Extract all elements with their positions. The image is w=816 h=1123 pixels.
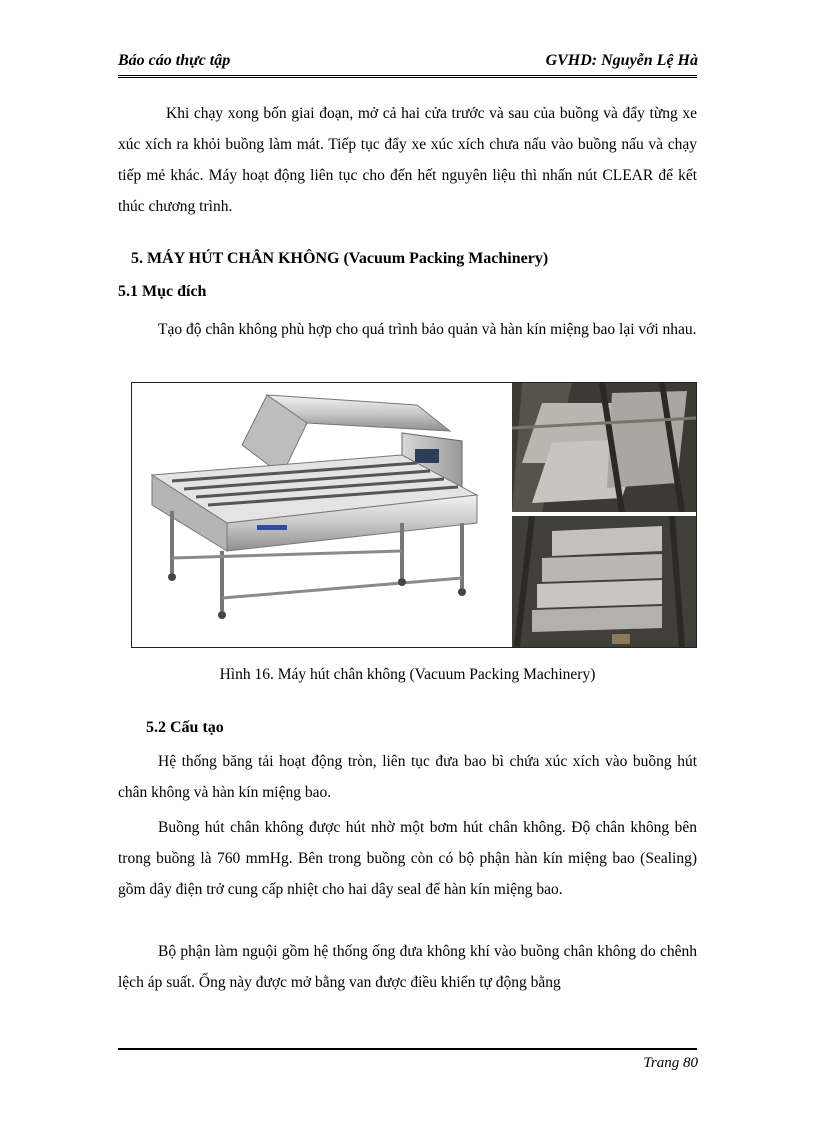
- structure-paragraph-1: Hệ thống băng tải hoạt động tròn, liên tục đưa bao bì chứa xúc xích vào buồng hút chân không và hàn kín miệng bao.: [118, 753, 697, 801]
- structure-paragraph-3: Bộ phận làm nguội gồm hệ thống ống đưa không khí vào buồng chân không do chênh lệch áp suất. Ống này được mở bằng van được điều khiển tự động bằng: [118, 943, 697, 991]
- figure-16: [131, 382, 697, 648]
- purpose-paragraph: Tạo độ chân không phù hợp cho quá trình bảo quản và hàn kín miệng bao lại với nhau.: [158, 321, 697, 338]
- subsection-heading-purpose: 5.1 Mục đích: [118, 283, 207, 300]
- structure-paragraph-2: Buồng hút chân không được hút nhờ một bơm hút chân không. Độ chân không bên trong buồng là 760 mmHg. Bên trong buồng còn có bộ phận hàn kín miệng bao (Sealing) gồm dây điện trở cung cấp nhiệt cho hai dây seal để hàn kín miệng bao.: [118, 819, 697, 898]
- sealing-photo-bottom: [512, 516, 697, 647]
- section-heading: 5. MÁY HÚT CHÂN KHÔNG (Vacuum Packing Machinery): [131, 250, 549, 267]
- page-number: Trang 80: [643, 1055, 698, 1071]
- figure-caption: Hình 16. Máy hút chân không (Vacuum Packing Machinery): [219, 666, 596, 683]
- header-rule: [118, 75, 697, 78]
- intro-paragraph: Khi chạy xong bốn giai đoạn, mở cả hai cửa trước và sau của buồng và đẩy từng xe xúc xích ra khỏi buồng làm mát. Tiếp tục đẩy xe xúc xích chưa nấu vào buồng nấu và chạy tiếp mẻ khác. Máy hoạt động liên tục cho đến hết nguyên liệu thì nhấn nút CLEAR để kết thúc chương trình.: [118, 105, 697, 215]
- header-left: Báo cáo thực tập: [118, 52, 231, 69]
- subsection-heading-structure: 5.2 Cấu tạo: [146, 719, 224, 736]
- vacuum-machine-photo: [132, 383, 509, 647]
- sealing-photo-top: [512, 383, 697, 512]
- footer-rule: [118, 1048, 697, 1050]
- header-right: GVHD: Nguyễn Lệ Hà: [545, 52, 698, 69]
